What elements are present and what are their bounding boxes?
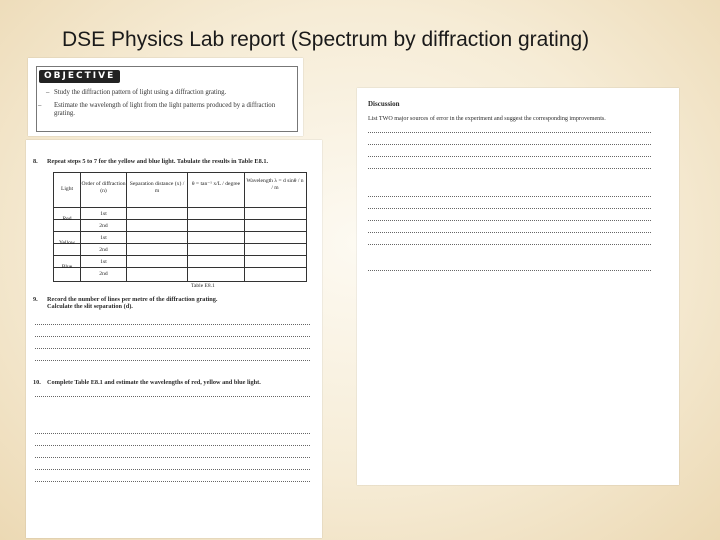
step-9-text: Calculate the slit separation (d). <box>47 303 133 310</box>
table-cell-light: Yellow <box>59 240 75 246</box>
discussion-heading: Discussion <box>368 100 400 108</box>
table-cell-order: 1st <box>100 259 107 265</box>
objective-badge: OBJECTIVE <box>39 70 120 83</box>
procedure-sheet <box>26 140 322 538</box>
table-cell-order: 2nd <box>99 271 108 277</box>
step-9-text: Record the number of lines per metre of the diffraction grating. <box>47 296 218 303</box>
objective-card <box>28 58 303 136</box>
table-header: Order of diffraction (n) <box>81 181 126 194</box>
objective-item: – Study the diffraction pattern of light using a diffraction grating. <box>46 89 227 96</box>
step-number: 10. <box>33 379 41 386</box>
slide-title: DSE Physics Lab report (Spectrum by diffraction grating) <box>62 28 590 51</box>
results-table <box>53 172 307 282</box>
table-header: Separation distance (x) / m <box>129 181 185 194</box>
table-cell-light: Red <box>62 216 72 222</box>
step-8-text: Repeat steps 5 to 7 for the yellow and blue light. Tabulate the results in Table E8.1. <box>47 158 269 165</box>
table-header: Wavelength λ = d sinθ / n / m <box>246 178 304 191</box>
discussion-prompt: List TWO major sources of error in the experiment and suggest the corresponding improvements. <box>368 116 606 122</box>
objective-item: – Estimate the wavelength of light from the light patterns produced by a diffraction grating. <box>38 102 276 117</box>
step-number: 8. <box>33 158 38 165</box>
table-cell-order: 1st <box>100 211 107 217</box>
table-cell-order: 2nd <box>99 247 108 253</box>
step-10-text: Complete Table E8.1 and estimate the wavelengths of red, yellow and blue light. <box>47 379 261 386</box>
table-caption: Table E8.1 <box>191 283 215 289</box>
step-number: 9. <box>33 296 38 303</box>
objective-item-text: Estimate the wavelength of light from the light patterns produced by a diffraction grating. <box>54 102 276 117</box>
discussion-sheet <box>357 88 679 485</box>
table-cell-light: Blue <box>61 264 73 270</box>
table-cell-order: 2nd <box>99 223 108 229</box>
table-cell-order: 1st <box>100 235 107 241</box>
table-header: θ = tan⁻¹ x/L / degree <box>191 181 241 187</box>
table-header: Light <box>60 186 74 192</box>
objective-item-text: Study the diffraction pattern of light using a diffraction grating. <box>54 89 227 96</box>
